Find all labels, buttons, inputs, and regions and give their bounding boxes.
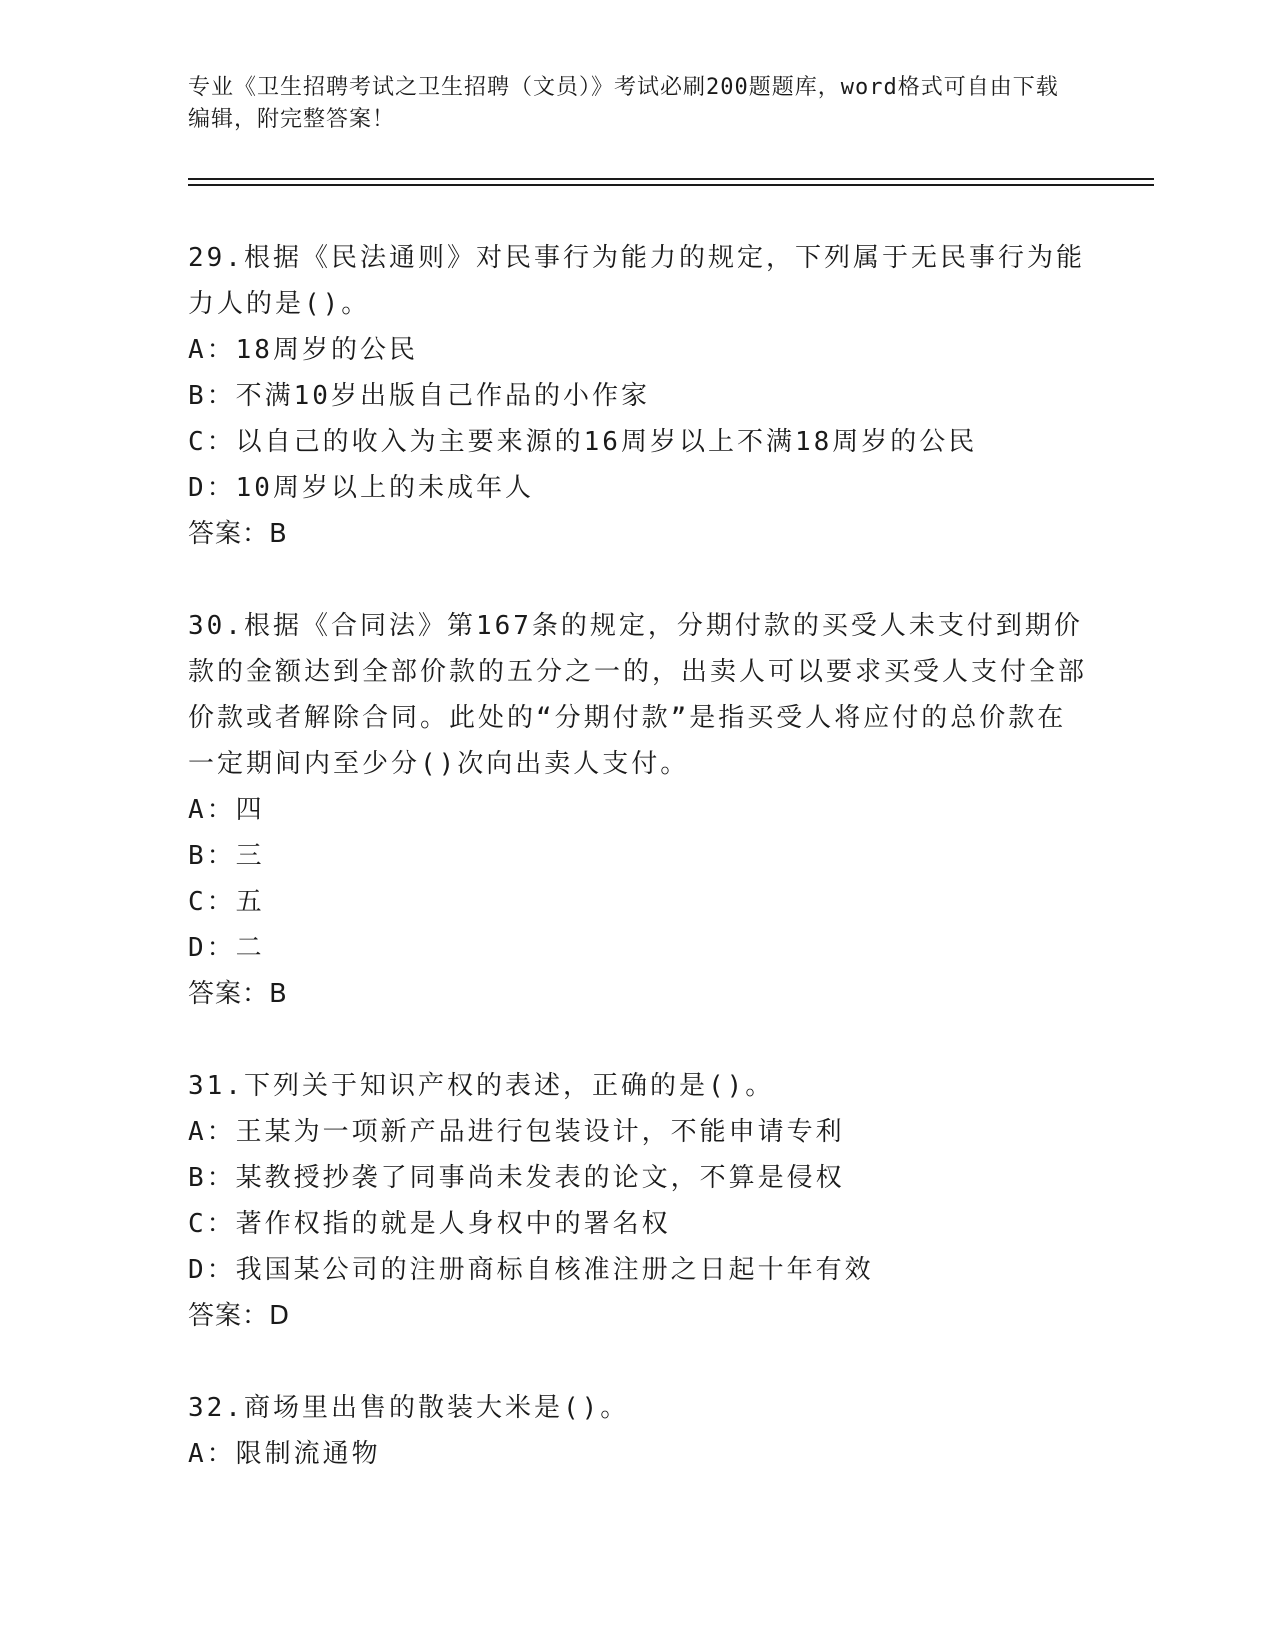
document-header: 专业《卫生招聘考试之卫生招聘（文员）》考试必刷200题题库，word格式可自由下载编辑，附完整答案！ xyxy=(188,75,1059,132)
question-list xyxy=(188,235,1088,1523)
option-a: A：王某为一项新产品进行包装设计，不能申请专利 xyxy=(188,1117,845,1147)
option-a: A：限制流通物 xyxy=(188,1439,381,1469)
answer: 答案：B xyxy=(188,979,288,1009)
option-c: C：以自己的收入为主要来源的16周岁以上不满18周岁的公民 xyxy=(188,427,978,457)
option-a: A：18周岁的公民 xyxy=(188,335,418,365)
question-31 xyxy=(188,1063,1088,1339)
option-d: D：10周岁以上的未成年人 xyxy=(188,473,534,503)
question-30 xyxy=(188,603,1088,1017)
option-d: D：二 xyxy=(188,933,265,963)
option-c: C：著作权指的就是人身权中的署名权 xyxy=(188,1209,671,1239)
question-32 xyxy=(188,1385,1088,1477)
option-a: A：四 xyxy=(188,795,265,825)
option-d: D：我国某公司的注册商标自核准注册之日起十年有效 xyxy=(188,1255,874,1285)
question-text: 31.下列关于知识产权的表述，正确的是()。 xyxy=(188,1071,775,1101)
question-text: 30.根据《合同法》第167条的规定，分期付款的买受人未支付到期价款的金额达到全部价款的五分之一的，出卖人可以要求买受人支付全部价款或者解除合同。此处的“分期付款”是指买受人将应付的总价款在一定期间内至少分()次向出卖人支付。 xyxy=(188,611,1088,779)
question-text: 32.商场里出售的散装大米是()。 xyxy=(188,1393,630,1423)
option-b: B：不满10岁出版自己作品的小作家 xyxy=(188,381,650,411)
question-29 xyxy=(188,235,1088,557)
header-divider-bottom xyxy=(188,184,1154,186)
option-c: C：五 xyxy=(188,887,265,917)
option-b: B：某教授抄袭了同事尚未发表的论文，不算是侵权 xyxy=(188,1163,845,1193)
answer: 答案：B xyxy=(188,519,288,549)
header-divider-top xyxy=(188,178,1154,180)
answer: 答案：D xyxy=(188,1301,291,1331)
question-text: 29.根据《民法通则》对民事行为能力的规定，下列属于无民事行为能力人的是()。 xyxy=(188,243,1085,319)
option-b: B：三 xyxy=(188,841,265,871)
